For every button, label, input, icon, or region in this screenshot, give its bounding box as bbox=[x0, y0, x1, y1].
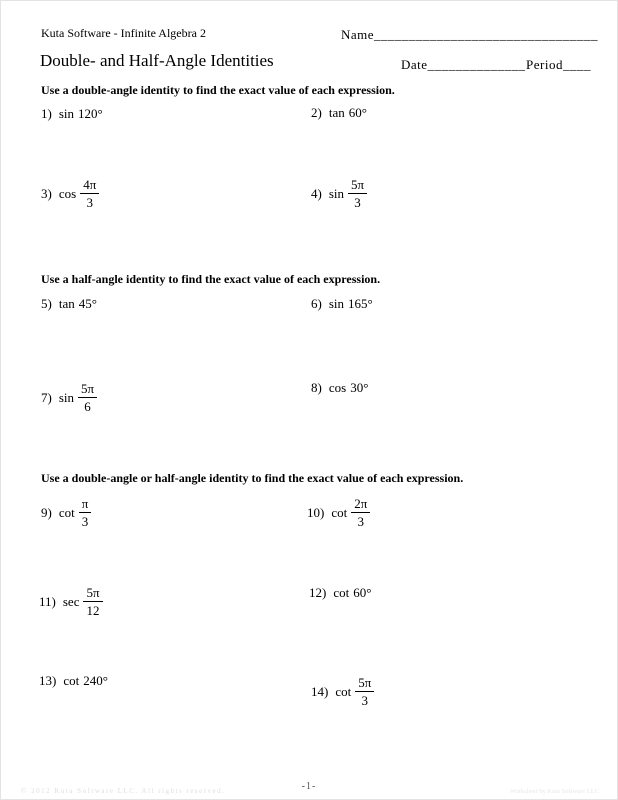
problem-7 bbox=[41, 381, 97, 414]
fraction-numerator: 5π bbox=[78, 381, 97, 398]
problem-number: 4) bbox=[311, 185, 322, 201]
problem-3 bbox=[41, 177, 99, 210]
copyright-watermark: © 2012 Kuta Software LLC. All rights reserved. bbox=[21, 787, 226, 795]
fraction-denominator: 3 bbox=[357, 514, 365, 529]
date-label: Date bbox=[401, 57, 428, 72]
problem-number: 2) bbox=[311, 105, 322, 120]
problem-number: 12) bbox=[309, 585, 327, 600]
fraction-denominator: 3 bbox=[81, 514, 89, 529]
name-label: Name bbox=[341, 27, 375, 42]
fraction bbox=[351, 496, 370, 529]
fraction bbox=[79, 496, 92, 529]
problem-number: 11) bbox=[39, 593, 56, 609]
problem-number: 1) bbox=[41, 106, 52, 121]
brand-line: Kuta Software - Infinite Algebra 2 bbox=[41, 26, 206, 40]
fraction bbox=[348, 177, 367, 210]
fraction-numerator: 5π bbox=[355, 675, 374, 692]
trig-function-label: cot bbox=[333, 585, 350, 600]
problem-9 bbox=[41, 496, 91, 529]
fraction-numerator: 5π bbox=[348, 177, 367, 194]
fraction-denominator: 3 bbox=[361, 693, 369, 708]
fraction bbox=[355, 675, 374, 708]
problem-2 bbox=[311, 105, 367, 121]
problem-8 bbox=[311, 380, 368, 396]
trig-function-label: sin bbox=[328, 185, 345, 201]
section-heading-2: Use a half-angle identity to find the exact value of each expression. bbox=[41, 272, 381, 286]
period-label: Period bbox=[526, 57, 563, 72]
trig-function-label: sin bbox=[58, 106, 75, 121]
problem-14 bbox=[311, 675, 374, 708]
name-line bbox=[341, 27, 598, 43]
trig-function-label: cot bbox=[335, 683, 352, 699]
fraction-denominator: 3 bbox=[354, 195, 361, 210]
angle-argument: 45° bbox=[78, 296, 97, 311]
trig-function-label: tan bbox=[58, 296, 75, 311]
fraction-numerator: π bbox=[79, 496, 92, 513]
date-blank: ______________ bbox=[427, 57, 526, 72]
problem-number: 6) bbox=[311, 296, 322, 311]
page-number: -1- bbox=[301, 781, 317, 792]
fraction-denominator: 3 bbox=[86, 195, 93, 210]
worksheet-title: Double- and Half-Angle Identities bbox=[40, 51, 274, 70]
problem-number: 3) bbox=[41, 185, 52, 201]
problem-4 bbox=[311, 177, 367, 210]
problem-13 bbox=[39, 673, 108, 689]
angle-argument: 60° bbox=[353, 585, 372, 600]
problem-1 bbox=[41, 106, 103, 122]
fraction bbox=[78, 381, 97, 414]
fraction-denominator: 12 bbox=[86, 603, 100, 618]
angle-argument: 120° bbox=[78, 106, 103, 121]
angle-argument: 240° bbox=[83, 673, 108, 688]
fraction-numerator: 2π bbox=[351, 496, 370, 513]
trig-function-label: sec bbox=[62, 593, 80, 609]
angle-argument: 60° bbox=[348, 105, 367, 120]
problem-10 bbox=[307, 496, 370, 529]
problem-11 bbox=[39, 585, 103, 618]
trig-function-label: tan bbox=[328, 105, 345, 120]
problem-6 bbox=[311, 296, 373, 312]
trig-function-label: cos bbox=[328, 380, 347, 395]
section-heading-3: Use a double-angle or half-angle identity to find the exact value of each expression. bbox=[41, 471, 464, 485]
date-line bbox=[401, 57, 526, 73]
fraction-denominator: 6 bbox=[84, 399, 91, 414]
fraction bbox=[83, 585, 102, 618]
period-line bbox=[526, 57, 591, 73]
problem-5 bbox=[41, 296, 97, 312]
trig-function-label: cot bbox=[58, 504, 75, 520]
name-blank: ________________________________ bbox=[374, 27, 599, 42]
worksheet-credit-watermark: Worksheet by Kuta Software LLC bbox=[509, 788, 599, 795]
fraction-numerator: 4π bbox=[80, 177, 99, 194]
problem-number: 5) bbox=[41, 296, 52, 311]
problem-number: 8) bbox=[311, 380, 322, 395]
section-heading-1: Use a double-angle identity to find the exact value of each expression. bbox=[41, 83, 395, 97]
trig-function-label: cot bbox=[63, 673, 80, 688]
trig-function-label: cot bbox=[331, 504, 348, 520]
fraction-numerator: 5π bbox=[83, 585, 102, 602]
fraction bbox=[80, 177, 99, 210]
problem-number: 10) bbox=[307, 504, 325, 520]
trig-function-label: sin bbox=[58, 389, 75, 405]
problem-12 bbox=[309, 585, 371, 601]
trig-function-label: cos bbox=[58, 185, 77, 201]
problem-number: 14) bbox=[311, 683, 329, 699]
problem-number: 13) bbox=[39, 673, 57, 688]
period-blank: ____ bbox=[562, 57, 591, 72]
angle-argument: 165° bbox=[348, 296, 373, 311]
trig-function-label: sin bbox=[328, 296, 345, 311]
problem-number: 7) bbox=[41, 389, 52, 405]
problem-number: 9) bbox=[41, 504, 52, 520]
angle-argument: 30° bbox=[350, 380, 369, 395]
